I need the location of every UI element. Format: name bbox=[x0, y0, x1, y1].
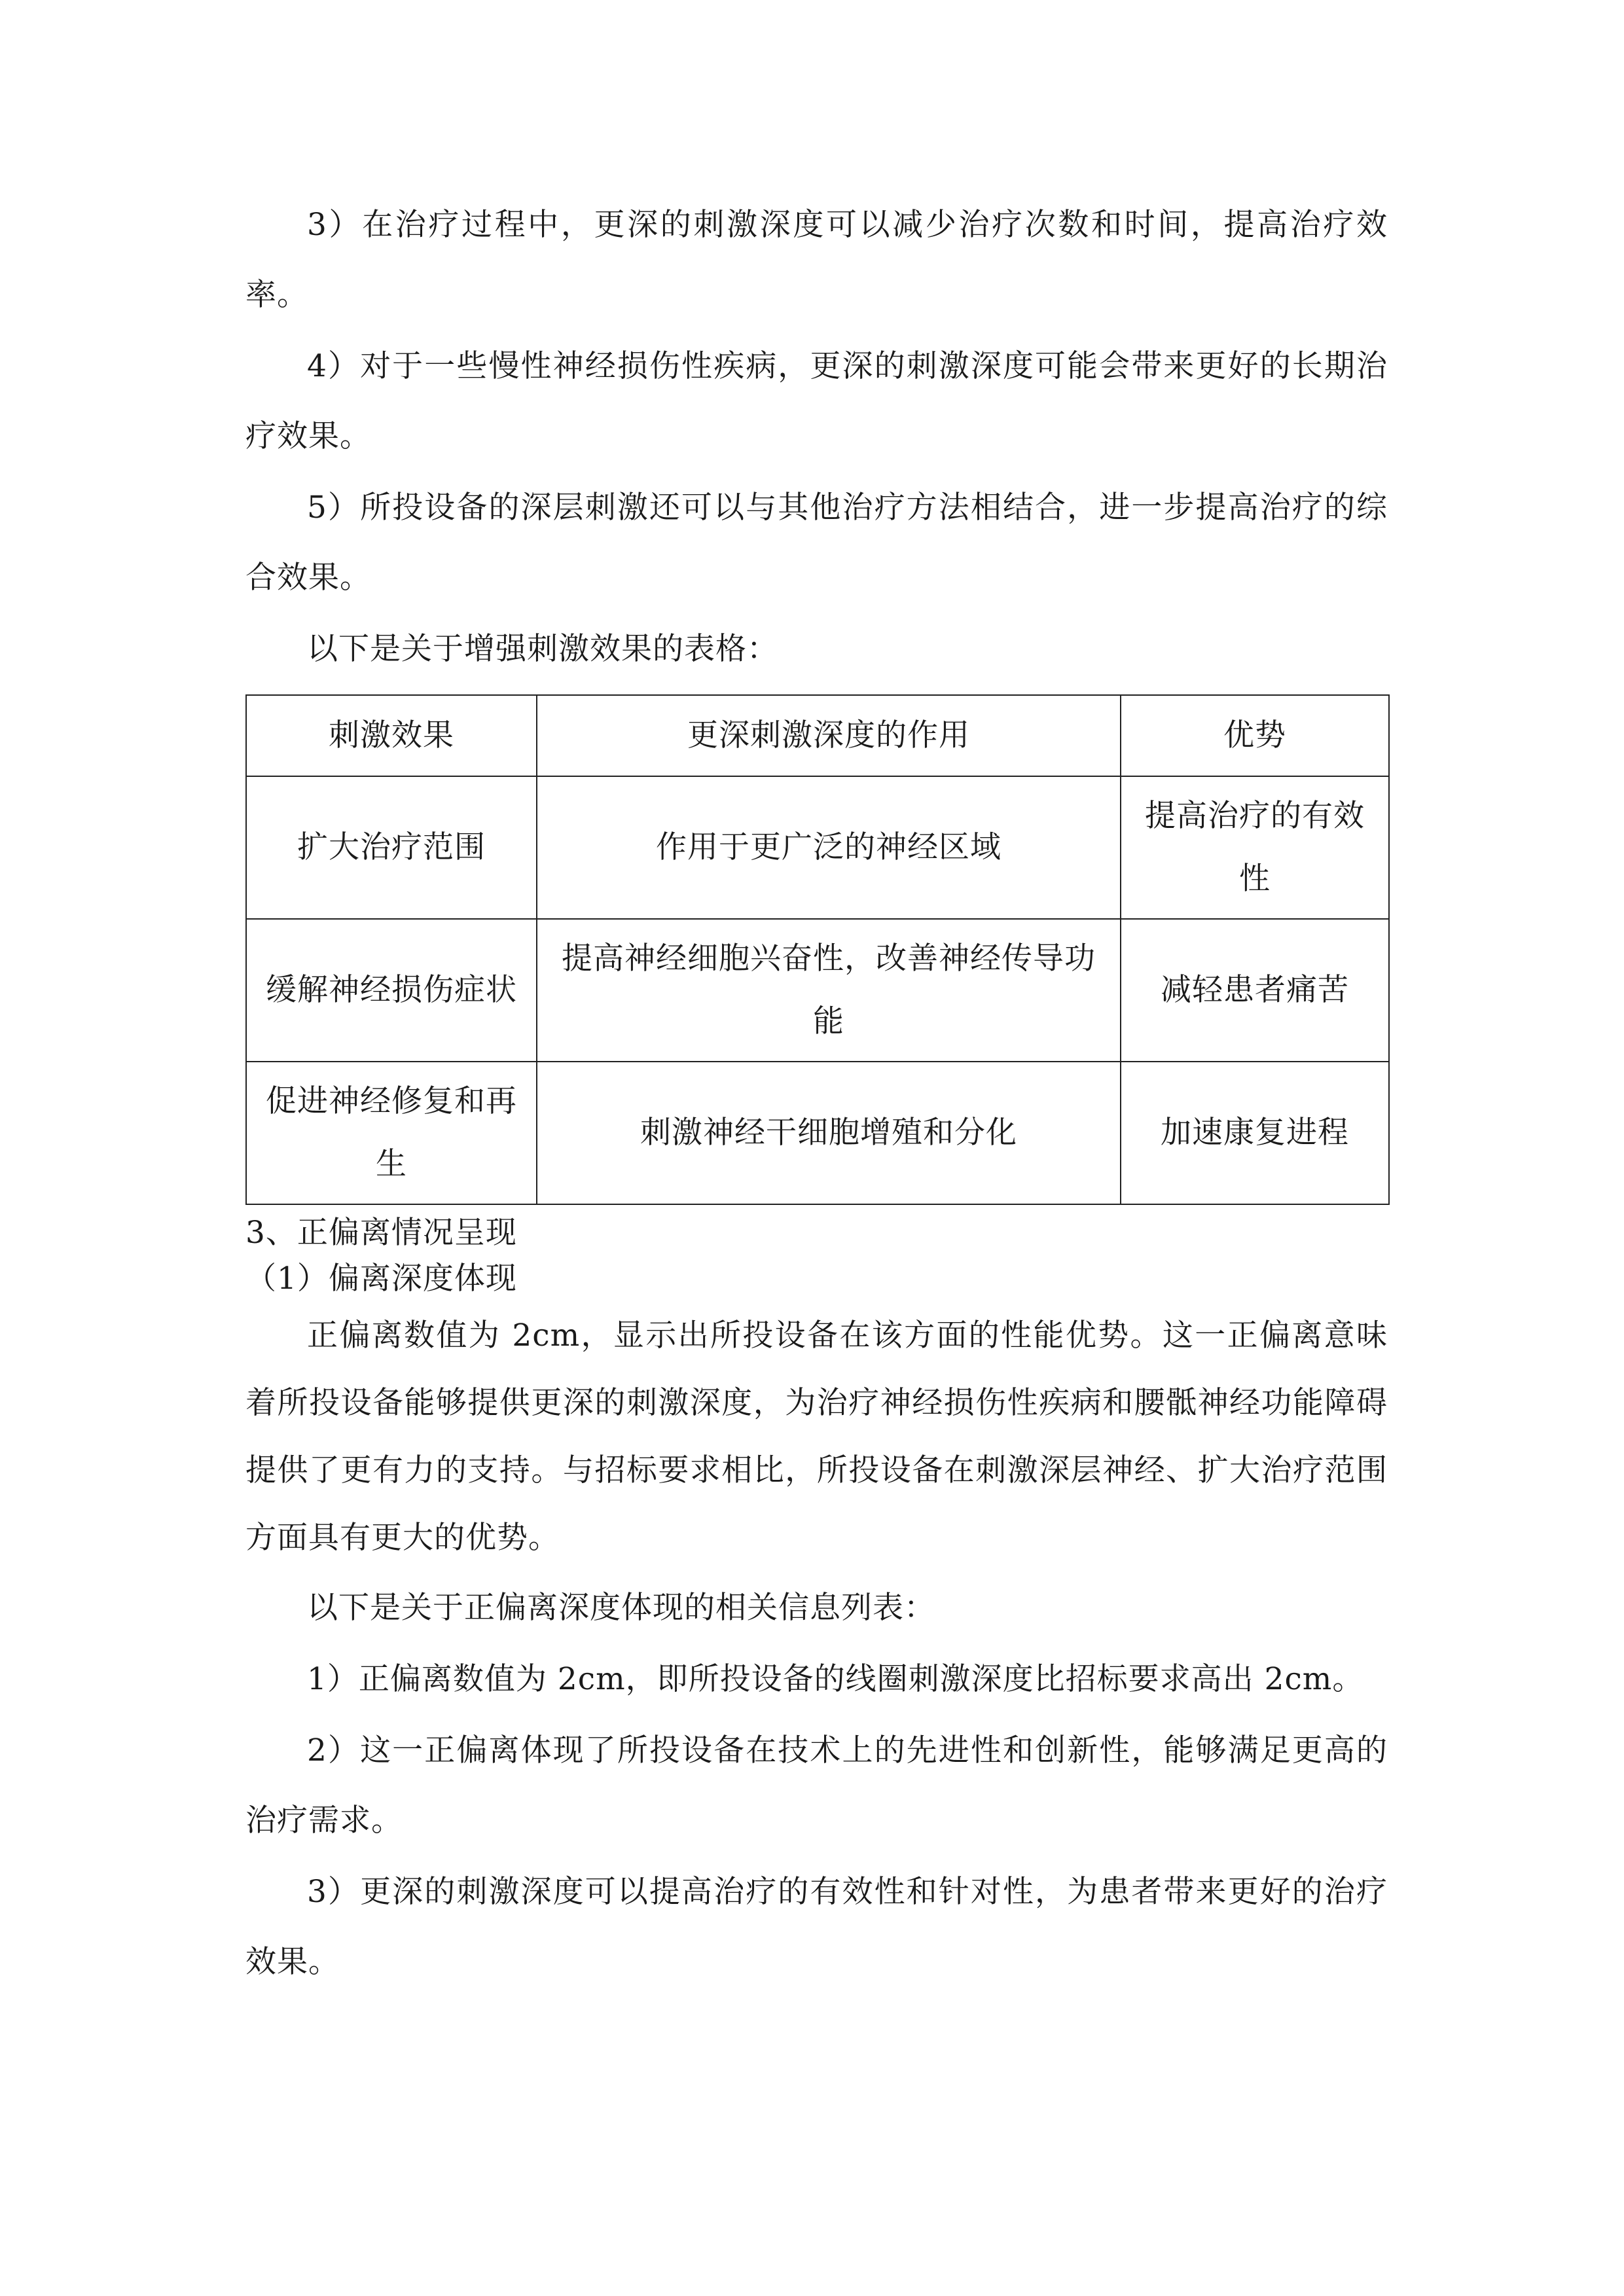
table-row bbox=[246, 776, 1389, 919]
table-cell: 刺激神经干细胞增殖和分化 bbox=[537, 1062, 1121, 1204]
table-header-row bbox=[246, 695, 1389, 776]
list-item-1: 1）正偏离数值为 2cm，即所投设备的线圈刺激深度比招标要求高出 2cm。 bbox=[307, 1661, 1364, 1697]
paragraph-item-4: 4）对于一些慢性神经损伤性疾病，更深的刺激深度可能会带来更好的长期治疗效果。 bbox=[245, 348, 1388, 454]
paragraph-item-3: 3）在治疗过程中，更深的刺激深度可以减少治疗次数和时间，提高治疗效率。 bbox=[245, 207, 1388, 313]
list-intro: 以下是关于正偏离深度体现的相关信息列表： bbox=[307, 1590, 935, 1626]
deviation-paragraph: 正偏离数值为 2cm，显示出所投设备在该方面的性能优势。这一正偏离意味着所投设备能够提供更深的刺激深度，为治疗神经损伤性疾病和腰骶神经功能障碍提供了更有力的支持。与招标要求相比，所投设备在刺激深层神经、扩大治疗范围方面具有更大的优势。 bbox=[245, 1318, 1388, 1556]
table-cell: 促进神经修复和再生 bbox=[246, 1062, 537, 1204]
list-item-2: 2）这一正偏离体现了所投设备在技术上的先进性和创新性，能够满足更高的治疗需求。 bbox=[245, 1732, 1388, 1839]
table-row bbox=[246, 1062, 1389, 1204]
subsection-heading: （1）偏离深度体现 bbox=[245, 1261, 517, 1297]
table-cell: 提高神经细胞兴奋性，改善神经传导功能 bbox=[537, 919, 1121, 1062]
table-cell: 提高治疗的有效性 bbox=[1121, 776, 1389, 919]
table-cell: 加速康复进程 bbox=[1121, 1062, 1389, 1204]
table-cell: 扩大治疗范围 bbox=[246, 776, 537, 919]
table-header-cell: 优势 bbox=[1121, 695, 1389, 776]
stimulation-effects-table bbox=[245, 694, 1390, 1205]
table-header-cell: 更深刺激深度的作用 bbox=[537, 695, 1121, 776]
document-page bbox=[245, 190, 1388, 1998]
section-heading: 3、正偏离情况呈现 bbox=[245, 1215, 517, 1251]
paragraph-item-5: 5）所投设备的深层刺激还可以与其他治疗方法相结合，进一步提高治疗的综合效果。 bbox=[245, 490, 1388, 596]
table-cell: 减轻患者痛苦 bbox=[1121, 919, 1389, 1062]
table-cell: 缓解神经损伤症状 bbox=[246, 919, 537, 1062]
table-row bbox=[246, 919, 1389, 1062]
table-intro: 以下是关于增强刺激效果的表格： bbox=[307, 631, 778, 667]
table-header-cell: 刺激效果 bbox=[246, 695, 537, 776]
table-cell: 作用于更广泛的神经区域 bbox=[537, 776, 1121, 919]
list-item-3: 3）更深的刺激深度可以提高治疗的有效性和针对性，为患者带来更好的治疗效果。 bbox=[245, 1874, 1388, 1980]
